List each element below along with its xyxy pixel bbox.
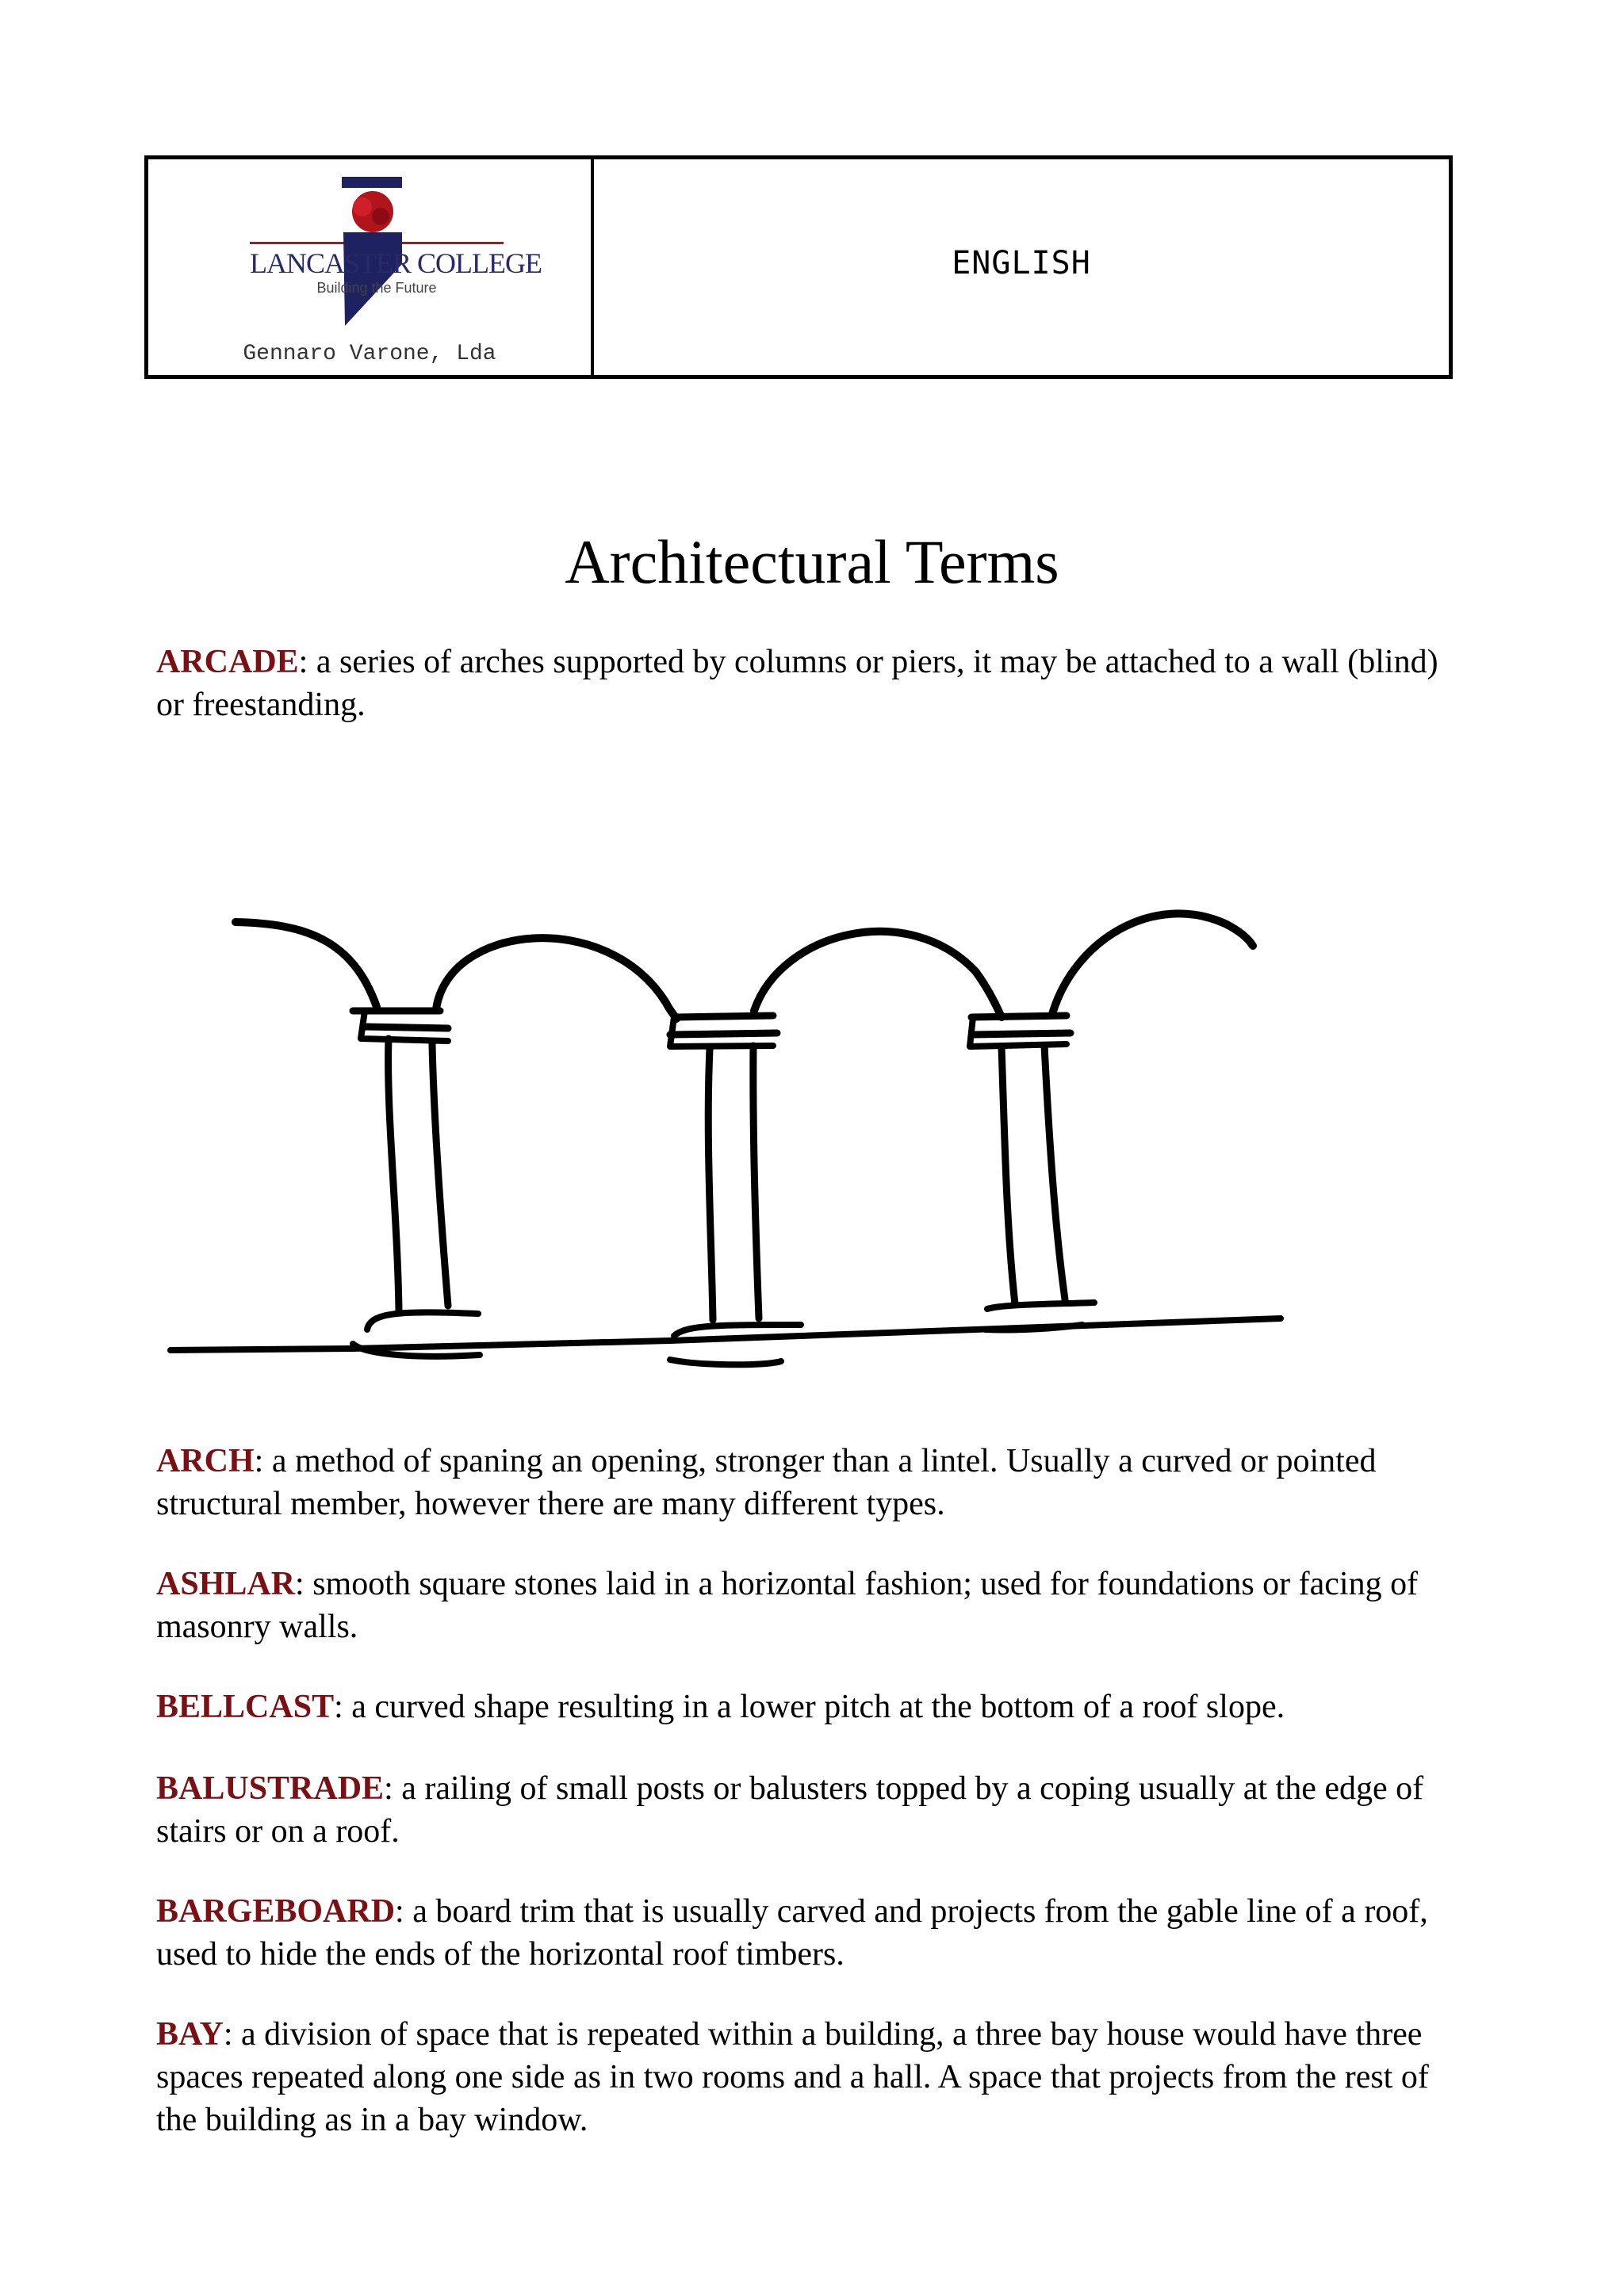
document-header (144, 155, 1453, 379)
glossary-entry-balustrade (156, 1767, 1473, 1853)
glossary-entry-ashlar (156, 1563, 1473, 1648)
definition: : a board trim that is usually carved and projects from the gable line of a roof, used to hide the ends of the horizontal roof timbers. (156, 1893, 1428, 1973)
definition: : a railing of small posts or balusters topped by a coping usually at the edge of stairs or on a roof. (156, 1770, 1424, 1850)
definition: : smooth square stones laid in a horizontal fashion; used for foundations or facing of masonry walls. (156, 1566, 1419, 1645)
glossary-entry-bargeboard (156, 1890, 1473, 1976)
definition: : a division of space that is repeated within a building, a three bay house would have three spaces repeated along one side as in two rooms and a hall. A space that projects from the rest of the building as in a bay window. (156, 2016, 1429, 2138)
term: BAY (156, 2016, 224, 2053)
company-name: Gennaro Varone, Lda (243, 342, 496, 366)
definition: : a series of arches supported by columns or piers, it may be attached to a wall (blind) or freestanding. (156, 644, 1438, 723)
definition: : a method of spaning an opening, stronger than a lintel. Usually a curved or pointed structural member, however there are many different types. (156, 1443, 1377, 1522)
glossary-entry-bellcast (156, 1686, 1473, 1728)
term: BALUSTRADE (156, 1770, 385, 1807)
term: BARGEBOARD (156, 1893, 396, 1930)
header-logo-cell (148, 159, 594, 375)
subject-label: ENGLISH (952, 245, 1091, 281)
glossary-entry-bay (156, 2013, 1473, 2141)
arcade-illustration (163, 876, 1289, 1383)
definition: : a curved shape resulting in a lower pitch at the bottom of a roof slope. (334, 1689, 1285, 1725)
term: BELLCAST (156, 1689, 335, 1725)
logo-tagline: Building the Future (316, 280, 437, 296)
logo-wordmark: LANCASTER COLLEGE (250, 247, 542, 279)
term: ASHLAR (156, 1566, 296, 1602)
term: ARCADE (156, 644, 299, 680)
term: ARCH (156, 1443, 255, 1479)
header-subject-cell (594, 159, 1449, 375)
page-title: Architectural Terms (565, 527, 1059, 596)
college-logo (250, 177, 542, 335)
glossary-entry-arch (156, 1440, 1473, 1525)
glossary-entry-arcade (156, 641, 1473, 726)
